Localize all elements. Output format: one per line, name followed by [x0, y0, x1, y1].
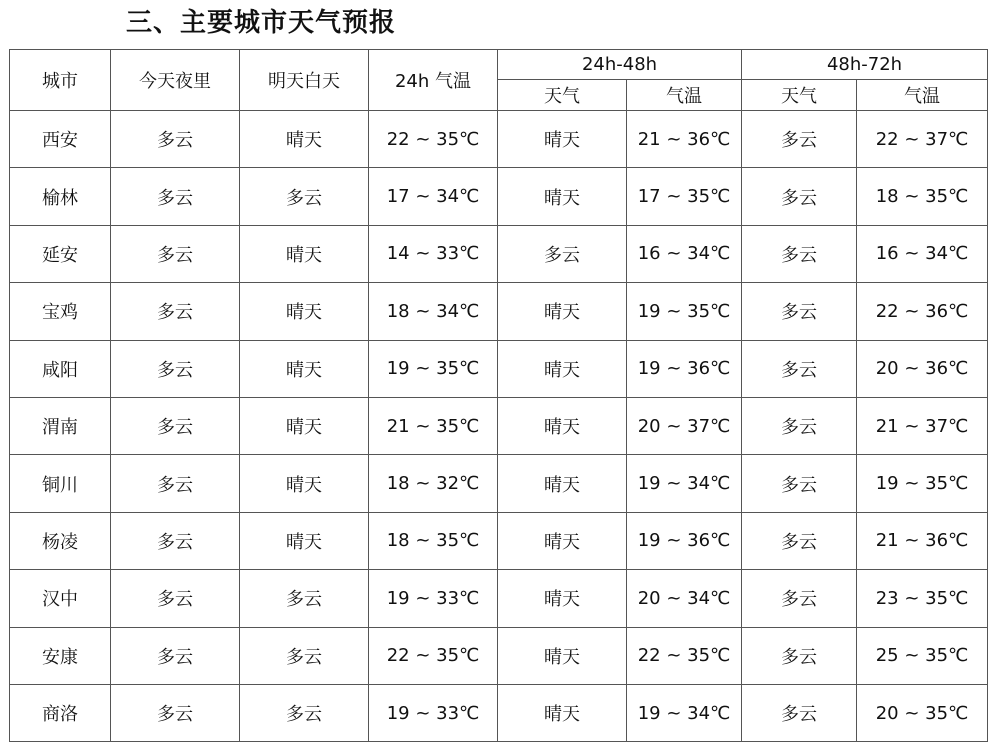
- cell-weather-48h: 晴天: [498, 340, 627, 397]
- cell-temp-24h: 22 ~ 35℃: [369, 111, 498, 168]
- cell-tonight: 多云: [111, 512, 240, 569]
- table-row: [10, 111, 988, 168]
- cell-temp-48h: 22 ~ 35℃: [627, 627, 742, 684]
- cell-temp-24h: 18 ~ 34℃: [369, 283, 498, 340]
- table-row: [10, 168, 988, 225]
- subheader-weather-48h: 天气: [498, 80, 627, 111]
- cell-tomorrow: 晴天: [240, 111, 369, 168]
- cell-temp-48h: 19 ~ 34℃: [627, 455, 742, 512]
- cell-city: 汉中: [10, 570, 111, 627]
- cell-city: 宝鸡: [10, 283, 111, 340]
- cell-weather-48h: 晴天: [498, 283, 627, 340]
- table-row: [10, 283, 988, 340]
- cell-weather-72h: 多云: [742, 397, 857, 454]
- cell-weather-72h: 多云: [742, 684, 857, 741]
- cell-tomorrow: 多云: [240, 684, 369, 741]
- cell-temp-72h: 16 ~ 34℃: [857, 225, 988, 282]
- table-row: [10, 225, 988, 282]
- cell-tonight: 多云: [111, 168, 240, 225]
- subheader-weather-72h: 天气: [742, 80, 857, 111]
- table-row: [10, 627, 988, 684]
- cell-weather-48h: 晴天: [498, 397, 627, 454]
- cell-city: 渭南: [10, 397, 111, 454]
- header-group-24-48h: 24h-48h: [498, 50, 742, 80]
- cell-tonight: 多云: [111, 455, 240, 512]
- cell-temp-24h: 19 ~ 33℃: [369, 684, 498, 741]
- cell-city: 榆林: [10, 168, 111, 225]
- table-row: [10, 340, 988, 397]
- cell-temp-48h: 19 ~ 35℃: [627, 283, 742, 340]
- cell-tonight: 多云: [111, 111, 240, 168]
- cell-tomorrow: 多云: [240, 570, 369, 627]
- cell-weather-48h: 晴天: [498, 111, 627, 168]
- cell-city: 杨凌: [10, 512, 111, 569]
- cell-temp-72h: 21 ~ 37℃: [857, 397, 988, 454]
- page-title: 三、主要城市天气预报: [126, 8, 397, 38]
- cell-temp-24h: 21 ~ 35℃: [369, 397, 498, 454]
- cell-city: 延安: [10, 225, 111, 282]
- cell-temp-24h: 19 ~ 33℃: [369, 570, 498, 627]
- cell-temp-72h: 22 ~ 36℃: [857, 283, 988, 340]
- cell-tomorrow: 晴天: [240, 225, 369, 282]
- cell-tomorrow: 晴天: [240, 340, 369, 397]
- table-row: [10, 684, 988, 741]
- header-tonight: 今天夜里: [111, 50, 240, 111]
- cell-temp-48h: 20 ~ 34℃: [627, 570, 742, 627]
- cell-weather-48h: 晴天: [498, 684, 627, 741]
- cell-tonight: 多云: [111, 340, 240, 397]
- cell-tomorrow: 晴天: [240, 397, 369, 454]
- cell-temp-72h: 25 ~ 35℃: [857, 627, 988, 684]
- cell-city: 咸阳: [10, 340, 111, 397]
- cell-weather-48h: 晴天: [498, 627, 627, 684]
- cell-city: 西安: [10, 111, 111, 168]
- cell-temp-72h: 20 ~ 35℃: [857, 684, 988, 741]
- header-row: [10, 50, 988, 80]
- cell-tonight: 多云: [111, 684, 240, 741]
- cell-city: 安康: [10, 627, 111, 684]
- cell-tomorrow: 晴天: [240, 283, 369, 340]
- cell-weather-72h: 多云: [742, 168, 857, 225]
- cell-weather-48h: 晴天: [498, 168, 627, 225]
- cell-tomorrow: 多云: [240, 627, 369, 684]
- cell-temp-24h: 18 ~ 35℃: [369, 512, 498, 569]
- cell-tonight: 多云: [111, 283, 240, 340]
- cell-weather-48h: 晴天: [498, 455, 627, 512]
- cell-tomorrow: 晴天: [240, 512, 369, 569]
- subheader-temp-48h: 气温: [627, 80, 742, 111]
- cell-weather-72h: 多云: [742, 512, 857, 569]
- cell-weather-72h: 多云: [742, 570, 857, 627]
- forecast-table: [9, 49, 988, 742]
- cell-temp-48h: 17 ~ 35℃: [627, 168, 742, 225]
- cell-weather-72h: 多云: [742, 455, 857, 512]
- header-city: 城市: [10, 50, 111, 111]
- header-tomorrow-day: 明天白天: [240, 50, 369, 111]
- table-row: [10, 397, 988, 454]
- table-row: [10, 570, 988, 627]
- cell-weather-72h: 多云: [742, 283, 857, 340]
- cell-temp-72h: 19 ~ 35℃: [857, 455, 988, 512]
- cell-temp-48h: 20 ~ 37℃: [627, 397, 742, 454]
- cell-temp-48h: 19 ~ 36℃: [627, 512, 742, 569]
- header-group-48-72h: 48h-72h: [742, 50, 988, 80]
- cell-temp-24h: 18 ~ 32℃: [369, 455, 498, 512]
- cell-tomorrow: 晴天: [240, 455, 369, 512]
- cell-temp-24h: 17 ~ 34℃: [369, 168, 498, 225]
- cell-temp-48h: 16 ~ 34℃: [627, 225, 742, 282]
- cell-temp-48h: 19 ~ 36℃: [627, 340, 742, 397]
- cell-tonight: 多云: [111, 570, 240, 627]
- subheader-temp-72h: 气温: [857, 80, 988, 111]
- cell-weather-48h: 晴天: [498, 512, 627, 569]
- cell-temp-72h: 18 ~ 35℃: [857, 168, 988, 225]
- cell-temp-72h: 21 ~ 36℃: [857, 512, 988, 569]
- cell-weather-72h: 多云: [742, 340, 857, 397]
- cell-temp-24h: 19 ~ 35℃: [369, 340, 498, 397]
- cell-weather-48h: 多云: [498, 225, 627, 282]
- cell-temp-24h: 14 ~ 33℃: [369, 225, 498, 282]
- cell-temp-72h: 20 ~ 36℃: [857, 340, 988, 397]
- cell-weather-72h: 多云: [742, 111, 857, 168]
- cell-weather-48h: 晴天: [498, 570, 627, 627]
- cell-tomorrow: 多云: [240, 168, 369, 225]
- cell-temp-48h: 21 ~ 36℃: [627, 111, 742, 168]
- cell-city: 商洛: [10, 684, 111, 741]
- table-row: [10, 455, 988, 512]
- cell-tonight: 多云: [111, 627, 240, 684]
- table-row: [10, 512, 988, 569]
- cell-weather-72h: 多云: [742, 627, 857, 684]
- cell-temp-72h: 23 ~ 35℃: [857, 570, 988, 627]
- cell-tonight: 多云: [111, 225, 240, 282]
- cell-city: 铜川: [10, 455, 111, 512]
- cell-tonight: 多云: [111, 397, 240, 454]
- cell-temp-72h: 22 ~ 37℃: [857, 111, 988, 168]
- cell-temp-24h: 22 ~ 35℃: [369, 627, 498, 684]
- header-temp-24h: 24h 气温: [369, 50, 498, 111]
- cell-weather-72h: 多云: [742, 225, 857, 282]
- cell-temp-48h: 19 ~ 34℃: [627, 684, 742, 741]
